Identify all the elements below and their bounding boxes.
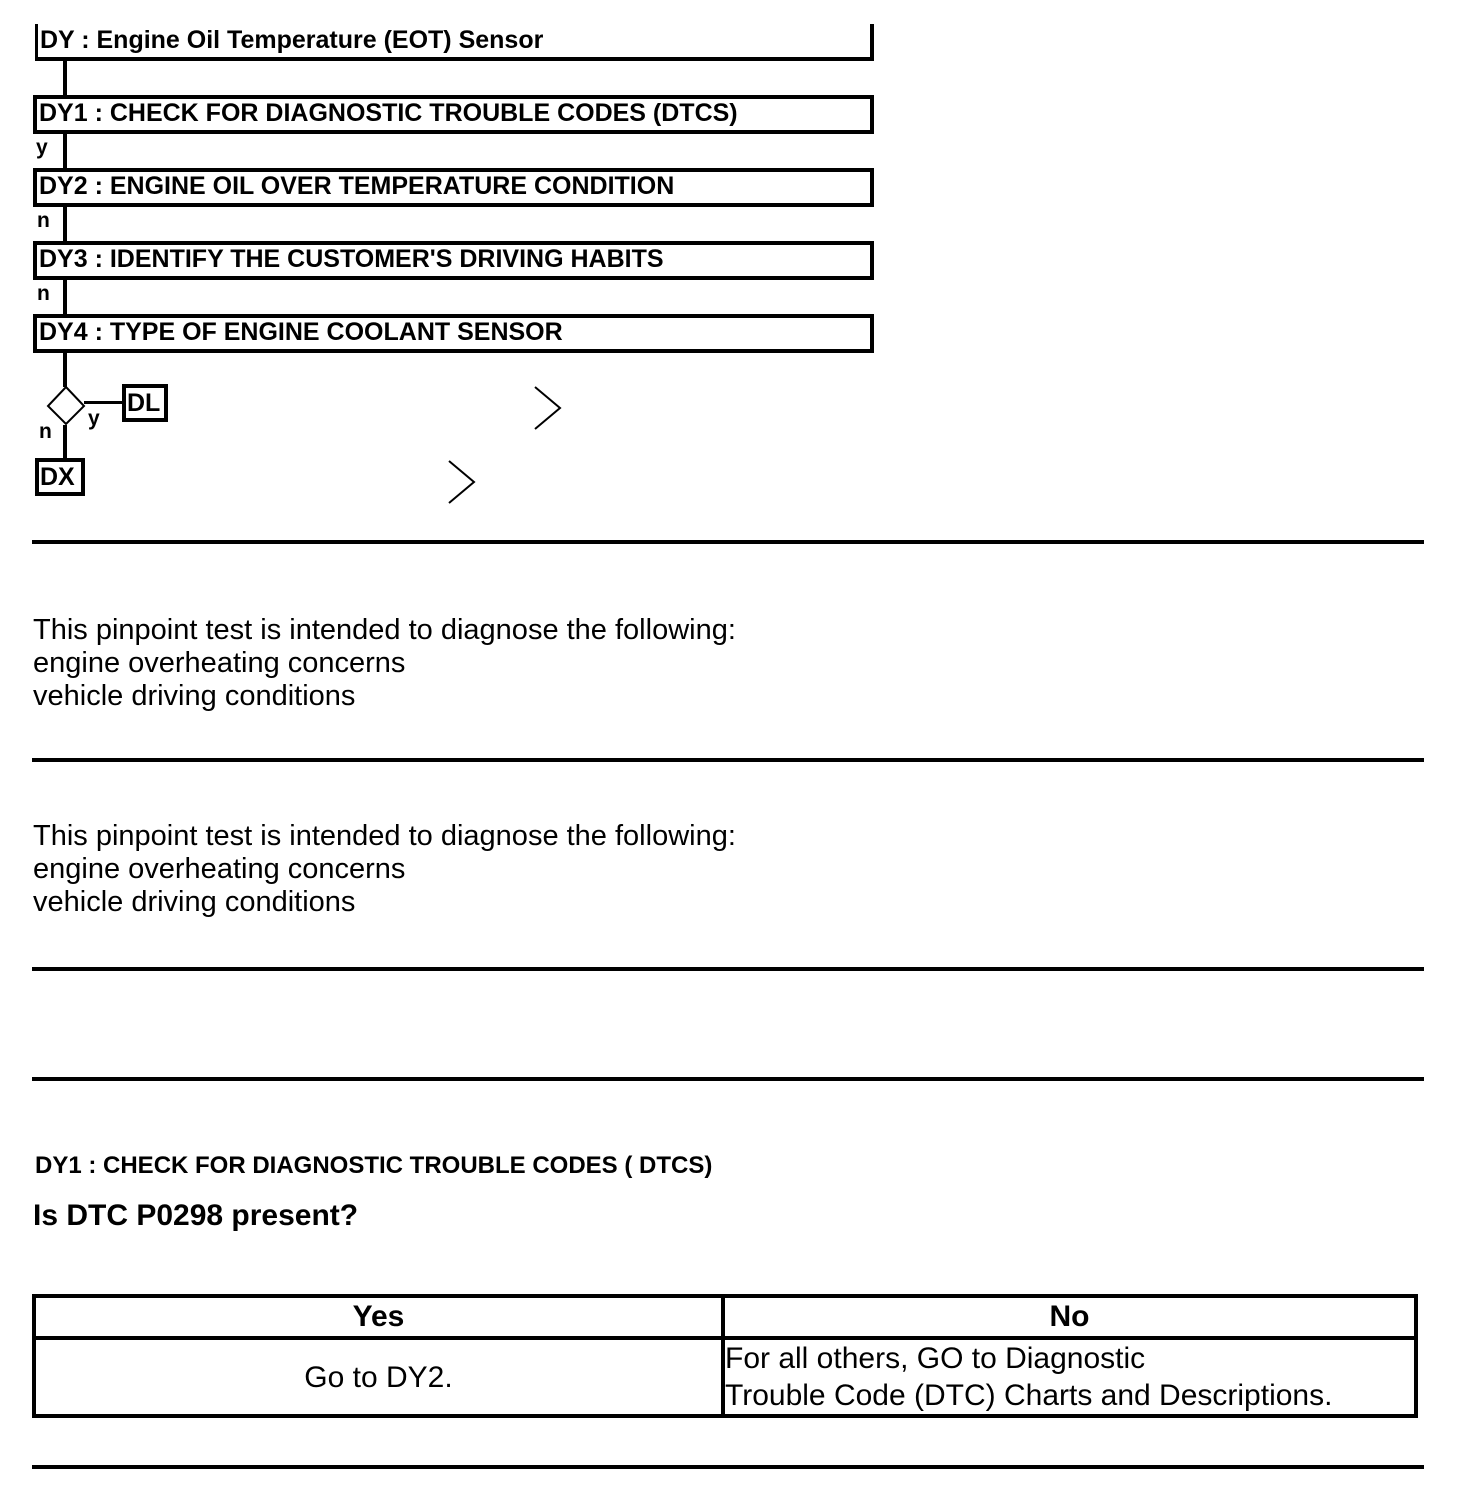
- connector-line: [63, 61, 67, 95]
- divider: [32, 758, 1424, 762]
- connector-line: [84, 401, 124, 404]
- intro-text-line: engine overheating concerns: [33, 853, 406, 885]
- connector-line: [63, 207, 67, 241]
- intro-text-line: This pinpoint test is intended to diagnose the following:: [33, 820, 736, 852]
- intro-text-line: engine overheating concerns: [33, 647, 406, 679]
- flow-ref-dl[interactable]: DL: [122, 384, 168, 422]
- connector-line: [63, 280, 67, 314]
- decision-no-label: n: [39, 420, 52, 443]
- answer-no-line: Trouble Code (DTC) Charts and Descriptions.: [725, 1379, 1333, 1412]
- step-title: DY1 : CHECK FOR DIAGNOSTIC TROUBLE CODES ( DTCS): [35, 1152, 713, 1179]
- connector-line: [63, 425, 67, 459]
- answer-header-yes: Yes: [34, 1296, 723, 1338]
- intro-text-line: vehicle driving conditions: [33, 886, 356, 918]
- connector-line: [63, 134, 67, 168]
- flowchart-title: DY : Engine Oil Temperature (EOT) Sensor: [35, 24, 874, 61]
- flow-ref-dx[interactable]: DX: [35, 458, 85, 496]
- flow-step-dy2[interactable]: DY2 : ENGINE OIL OVER TEMPERATURE CONDITION: [33, 168, 874, 207]
- divider: [32, 1465, 1424, 1469]
- answer-no-cell[interactable]: [723, 1338, 1416, 1416]
- divider: [32, 967, 1424, 971]
- answer-no-line: For all others, GO to Diagnostic: [725, 1342, 1146, 1375]
- chevron-right-icon: [446, 459, 478, 505]
- intro-text-line: vehicle driving conditions: [33, 680, 356, 712]
- divider: [32, 540, 1424, 544]
- flow-step-dy3[interactable]: DY3 : IDENTIFY THE CUSTOMER'S DRIVING HABITS: [33, 241, 874, 280]
- flow-step-dy1[interactable]: DY1 : CHECK FOR DIAGNOSTIC TROUBLE CODES (DTCS): [33, 95, 874, 134]
- intro-text-line: This pinpoint test is intended to diagnose the following:: [33, 614, 736, 646]
- answer-yes-cell[interactable]: Go to DY2.: [34, 1338, 723, 1416]
- flow-exit-label: n: [37, 209, 50, 232]
- answer-table: [32, 1294, 1418, 1418]
- flow-exit-label: y: [36, 136, 48, 159]
- step-question: Is DTC P0298 present?: [33, 1199, 359, 1232]
- answer-header-no: No: [723, 1296, 1416, 1338]
- flow-exit-label: n: [37, 282, 50, 305]
- chevron-right-icon: [532, 385, 564, 431]
- flow-step-dy4[interactable]: DY4 : TYPE OF ENGINE COOLANT SENSOR: [33, 314, 874, 353]
- decision-yes-label: y: [88, 407, 100, 430]
- connector-line: [63, 353, 67, 387]
- divider: [32, 1077, 1424, 1081]
